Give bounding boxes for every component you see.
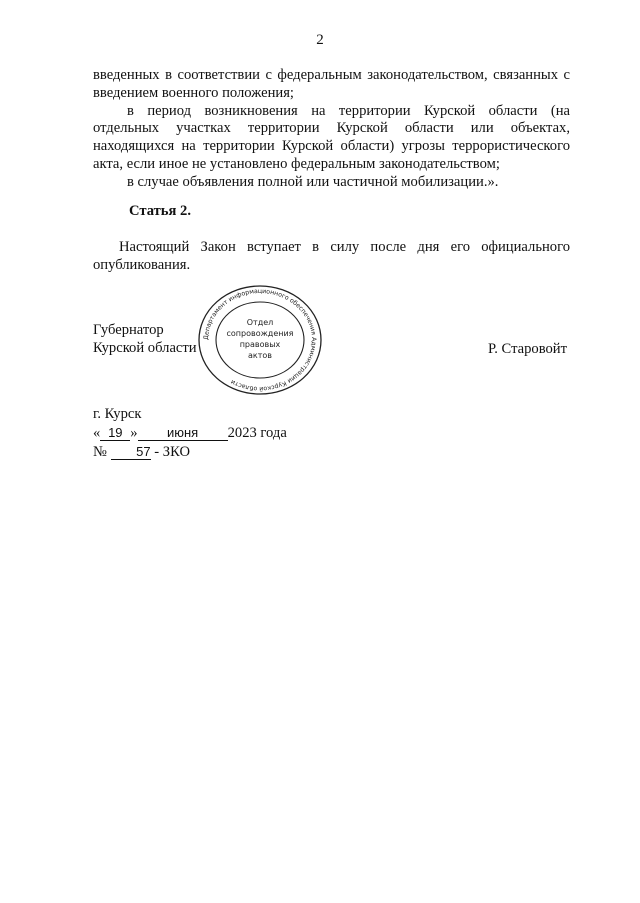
- page-number: 2: [316, 32, 324, 48]
- law-number-prefix: №: [93, 444, 107, 460]
- stamp-ring-text: Департамент информационного обеспечения Администрации Курской области: [202, 287, 318, 393]
- place-of-signing: г. Курск: [93, 406, 142, 422]
- paragraph-mobilization: в случае объявления полной или частичной мобилизации.».: [127, 173, 499, 190]
- stamp-line-1: Отдел: [246, 318, 274, 327]
- enactment-paragraph: Настоящий Закон вступает в силу после дня его официального опубликования.: [93, 239, 570, 273]
- signatory-title-line1: Губернатор: [93, 322, 164, 338]
- paragraph-continuation: введенных в соответствии с федеральным законодательством, связанных с введением военного положения;: [93, 67, 570, 101]
- paragraph-terror-threat: в период возникновения на территории Курской области (на отдельных участках территории Курской области или объектах, находящихся на территории Курской области) угрозы террористического акта, если иное не установлено федеральным законодательством;: [93, 102, 570, 172]
- date-month: июня: [138, 426, 228, 441]
- law-number-line: [93, 444, 190, 461]
- signatory-title-line2: Курской области: [93, 340, 197, 356]
- stamp-line-2: сопровождения: [226, 329, 294, 338]
- date-year: 2023 года: [227, 425, 287, 441]
- law-number-value: 57: [111, 445, 151, 460]
- official-stamp: [195, 285, 325, 395]
- stamp-line-4: актов: [247, 351, 273, 360]
- body-paragraphs: [93, 67, 570, 192]
- stamp-line-3: правовых: [239, 340, 281, 349]
- date-open-quote: «: [93, 425, 101, 441]
- date-day: 19: [100, 426, 130, 441]
- law-number-suffix: - ЗКО: [154, 444, 190, 460]
- signatory-name: Р. Старовойт: [487, 341, 567, 357]
- signatory-title: [93, 321, 197, 357]
- article-heading: Статья 2.: [129, 203, 191, 219]
- date-line: [93, 425, 287, 442]
- date-close-quote: »: [130, 425, 138, 441]
